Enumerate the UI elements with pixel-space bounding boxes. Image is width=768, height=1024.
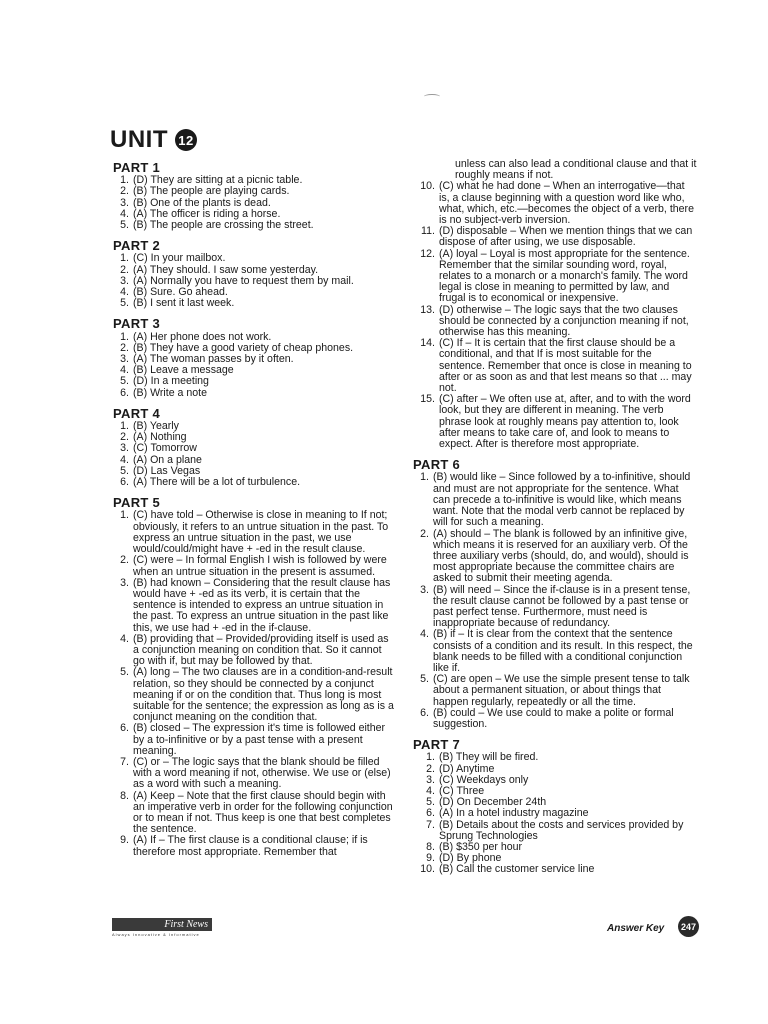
answer-number: 4.: [120, 632, 129, 645]
answer-text: (B) I sent it last week.: [133, 297, 235, 310]
answer-item: [113, 220, 395, 231]
answer-item: [413, 529, 698, 585]
answer-number: 3.: [120, 353, 129, 366]
answer-list: [413, 472, 698, 730]
answer-number: 8.: [426, 840, 435, 853]
answer-number: 6.: [120, 476, 129, 489]
answer-item: [413, 808, 698, 819]
answer-text: (A) long – The two clauses are in a condition-and-result relation, so they should be connected by a conjunct meaning if or on the condition that. Thus long is most suitable for the sentence; the expression as long as is a conjunct meaning on the condition that.: [133, 666, 394, 724]
answer-number: 1.: [426, 751, 435, 764]
answer-number: 3.: [120, 274, 129, 287]
answer-text: (A) The officer is riding a horse.: [133, 207, 281, 220]
answer-text: (D) By phone: [439, 852, 502, 865]
answer-list: [113, 421, 395, 488]
answer-number: 5.: [426, 796, 435, 809]
answer-item: [413, 864, 698, 875]
answer-item: [113, 253, 395, 264]
answer-text: (A) There will be a lot of turbulence.: [133, 476, 301, 489]
answer-item: [413, 820, 698, 842]
right-column: [413, 159, 698, 885]
answer-item: [113, 477, 395, 488]
answer-number: 3.: [120, 442, 129, 455]
part5-continued-list: [413, 181, 698, 450]
answer-text: (D) In a meeting: [133, 375, 209, 388]
answer-text: (C) or – The logic says that the blank should be filled with a word meaning if not, otherwise. We use or (else) as a word with such a meaning.: [133, 755, 391, 791]
answer-text: (B) if – It is clear from the context that the sentence consists of a condition and its result. In this respect, the blank needs to be filled with a conditional conjunction like if.: [433, 628, 693, 674]
answer-number: 12.: [420, 247, 435, 260]
answer-text: (A) If – The first clause is a conditional clause; if is therefore most appropriate. Remember that: [133, 834, 368, 858]
answer-number: 6.: [426, 807, 435, 820]
answer-text: (A) Nothing: [133, 431, 187, 444]
answer-number: 8.: [120, 789, 129, 802]
answer-text: (B) They will be fired.: [439, 751, 539, 764]
answer-text: (B) closed – The expression it's time is followed either by a to-infinitive or by a past tense with a present meaning.: [133, 722, 386, 757]
answer-number: 2.: [120, 554, 129, 567]
answer-text: (C) Three: [439, 784, 485, 797]
unit-label: UNIT: [110, 126, 168, 153]
answer-list: [113, 510, 395, 857]
answer-text: (B) $350 per hour: [439, 840, 523, 853]
answer-number: 2.: [120, 341, 129, 354]
answer-item: [413, 708, 698, 730]
part-heading: PART 1: [113, 160, 161, 175]
answer-number: 2.: [120, 185, 129, 198]
answer-number: 5.: [120, 219, 129, 232]
answer-text: (A) They should. I saw some yesterday.: [133, 263, 319, 276]
answer-number: 3.: [120, 196, 129, 209]
right-sections: [413, 459, 698, 875]
part-section: [113, 405, 395, 489]
answer-text: (C) were – In formal English I wish is followed by were when an untrue situation in the present is assumed.: [133, 554, 387, 578]
answer-number: 2.: [120, 263, 129, 276]
answer-number: 6.: [420, 706, 429, 719]
answer-text: (C) what he had done – When an interrogative—that is, a clause beginning with a question word like who, what, which, etc.—becomes the object of a verb, there is no subject-verb inversion.: [439, 180, 694, 227]
answer-item: [113, 634, 395, 668]
answer-item: [113, 376, 395, 387]
answer-item: [413, 752, 698, 763]
part-section: [113, 497, 395, 858]
answer-text: (C) are open – We use the simple present tense to talk about a permanent situation, or about things that happen regularly, repeatedly or all the time.: [433, 673, 690, 708]
answer-text: (B) They have a good variety of cheap phones.: [133, 341, 354, 354]
answer-text: (D) On December 24th: [439, 796, 547, 809]
answer-number: 1.: [420, 471, 429, 484]
answer-item: [413, 674, 698, 708]
answer-text: (B) Write a note: [133, 386, 207, 399]
part5-continuation: unless can also lead a conditional clause and that it roughly means if not.: [455, 158, 697, 182]
unit-title: [110, 126, 197, 154]
answer-number: 5.: [120, 464, 129, 477]
scan-mark: [424, 94, 440, 99]
part-heading: PART 6: [413, 457, 461, 473]
answer-text: (A) Her phone does not work.: [133, 330, 272, 343]
answer-number: 5.: [120, 297, 129, 310]
logo-text: First News: [112, 918, 212, 931]
answer-item: [113, 298, 395, 309]
answer-item: [113, 578, 395, 634]
answer-number: 5.: [120, 375, 129, 388]
answer-number: 4.: [120, 364, 129, 377]
answer-text: (B) Sure. Go ahead.: [133, 286, 228, 299]
unit-number-badge: 12: [175, 129, 197, 151]
answer-item: [113, 723, 395, 757]
answer-text: (A) In a hotel industry magazine: [439, 807, 589, 820]
answer-number: 1.: [120, 509, 129, 522]
answer-number: 4.: [120, 453, 129, 466]
part-section: [113, 318, 395, 398]
answer-number: 11.: [421, 225, 435, 238]
answer-key-label: Answer Key: [607, 923, 665, 934]
answer-text: (B) providing that – Provided/providing itself is used as a conjunction meaning on condition that. So it cannot go with if, but may be followed by that.: [133, 632, 389, 668]
answer-item: [413, 249, 698, 305]
answer-item: [113, 186, 395, 197]
part-section: [413, 459, 698, 730]
answer-text: (A) Normally you have to request them by mail.: [133, 274, 354, 287]
answer-item: [413, 226, 698, 248]
answer-item: [113, 388, 395, 399]
answer-text: (C) after – We often use at, after, and to with the word look, but they are different in meaning. The verb phrase look at roughly means pay attention to, look after means to take care of, and look to means to expect. After is therefore most appropriate.: [439, 393, 691, 451]
answer-list: [113, 175, 395, 231]
part-heading: PART 7: [413, 737, 461, 753]
answer-text: (C) have told – Otherwise is close in meaning to If not; obviously, it refers to an untrue situation in the past. To express an untrue situation in the past, we use would/could/might have + -ed in the result clause.: [133, 509, 389, 556]
answer-number: 13.: [420, 303, 435, 316]
answer-text: (A) Keep – Note that the first clause should begin with an imperative verb in order for the following conjunction or to mean if not. Thus keep is one that best completes the sentence.: [133, 789, 393, 836]
answer-text: (B) The people are crossing the street.: [133, 219, 314, 232]
answer-text: (D) otherwise – The logic says that the two clauses should be connected by a conjunction meaning if not, otherwise has this meaning.: [439, 303, 689, 339]
answer-number: 7.: [120, 755, 129, 768]
answer-item: [413, 585, 698, 630]
answer-number: 6.: [120, 722, 129, 735]
answer-text: (A) should – The blank is followed by an infinitive give, which means it is reserved for an auxiliary verb. Of the three auxiliary verbs (should, do, and would), should is most appropriate because the committee chairs are asked to submit their meeting agenda.: [433, 527, 689, 585]
answer-number: 2.: [420, 527, 429, 540]
answer-item: [113, 791, 395, 836]
answer-item: [113, 835, 395, 857]
answer-text: (B) would like – Since followed by a to-infinitive, should and must are not appropriate for the sentence. What can precede a to-infinitive is would like, which means want. Note that the modal verb cannot be replaced by will for such a meaning.: [433, 471, 691, 529]
answer-text: (A) loyal – Loyal is most appropriate for the sentence. Remember that the similar sounding word, royal, relates to a monarch or a monarch's family. The word legal is close in meaning to permitted by law, and frugal is to economical or inexpensive.: [439, 247, 690, 305]
answer-number: 3.: [426, 773, 435, 786]
part-heading: PART 4: [113, 405, 161, 421]
answer-number: 15.: [420, 393, 435, 406]
part-section: [113, 162, 395, 231]
part-section: [413, 739, 698, 875]
answer-list: [113, 253, 395, 309]
part-heading: PART 5: [113, 495, 161, 511]
answer-number: 1.: [120, 252, 129, 265]
answer-text: (B) will need – Since the if-clause is in a present tense, the result clause cannot be followed by a past tense or past perfect tense. Furthermore, must need is inappropriate because of redundancy.: [433, 583, 691, 630]
answer-text: (B) Yearly: [133, 420, 179, 433]
answer-number: 14.: [420, 337, 435, 350]
answer-text: (D) disposable – When we mention things that we can dispose of after using, we use disposable.: [439, 225, 693, 249]
answer-number: 3.: [120, 576, 129, 589]
answer-number: 6.: [120, 386, 129, 399]
answer-number: 3.: [420, 583, 429, 596]
answer-item: [113, 510, 395, 555]
answer-text: (B) Details about the costs and services provided by Sprung Technologies: [439, 818, 684, 842]
answer-number: 10.: [420, 180, 435, 193]
answer-item: [413, 394, 698, 450]
answer-number: 1.: [120, 420, 129, 433]
answer-item: [113, 757, 395, 791]
answer-text: (C) Tomorrow: [133, 442, 197, 455]
answer-text: (D) They are sitting at a picnic table.: [133, 174, 303, 187]
answer-item: [413, 338, 698, 394]
answer-text: (B) had known – Considering that the result clause has would have + -ed as its verb, it is certain that the sentence is intended to express an untrue situation in the past. To express an untrue situation in the past like this, we use had + -ed in the if-clause.: [133, 576, 391, 634]
answer-number: 7.: [426, 818, 435, 831]
answer-number: 4.: [426, 784, 435, 797]
left-column: [113, 162, 395, 867]
answer-item: [113, 667, 395, 723]
answer-number: 2.: [426, 762, 435, 775]
part-heading: PART 3: [113, 316, 161, 332]
answer-number: 1.: [120, 174, 129, 187]
publisher-logo: [112, 918, 212, 937]
answer-number: 4.: [120, 286, 129, 299]
answer-number: 1.: [120, 330, 129, 343]
answer-number: 10.: [420, 863, 435, 876]
answer-item: [413, 472, 698, 528]
answer-text: (B) could – We use could to make a polite or formal suggestion.: [433, 706, 674, 730]
answer-number: 5.: [120, 666, 129, 679]
part-heading: PART 2: [113, 238, 161, 254]
answer-number: 4.: [420, 628, 429, 641]
answer-item: [413, 629, 698, 674]
answer-number: 9.: [426, 852, 435, 865]
answer-text: (A) The woman passes by it often.: [133, 353, 294, 366]
answer-number: 5.: [420, 673, 429, 686]
answer-text: (D) Anytime: [439, 762, 495, 775]
answer-number: 9.: [120, 834, 129, 847]
page-number: 247: [678, 916, 699, 937]
answer-text: (B) Call the customer service line: [439, 863, 595, 876]
answer-item: [113, 443, 395, 454]
answer-text: (B) One of the plants is dead.: [133, 196, 271, 209]
answer-text: (C) If – It is certain that the first clause should be a conditional, and that If is most suitable for the sentence. Remember that once is close in meaning to after or as soon as and that lest means so that ... may not.: [439, 337, 692, 395]
answer-item: [413, 305, 698, 339]
answer-text: (A) On a plane: [133, 453, 202, 466]
answer-text: (D) Las Vegas: [133, 464, 201, 477]
answer-text: (C) In your mailbox.: [133, 252, 226, 265]
answer-text: (B) Leave a message: [133, 364, 234, 377]
answer-number: 4.: [120, 207, 129, 220]
answer-text: (C) Weekdays only: [439, 773, 529, 786]
logo-tagline: Always Innovative & Informative: [112, 932, 200, 937]
answer-list: [413, 752, 698, 875]
answer-item: [113, 555, 395, 577]
part-section: [113, 240, 395, 309]
answer-number: 2.: [120, 431, 129, 444]
answer-text: (B) The people are playing cards.: [133, 185, 290, 198]
answer-list: [113, 332, 395, 399]
answer-item: [413, 181, 698, 226]
